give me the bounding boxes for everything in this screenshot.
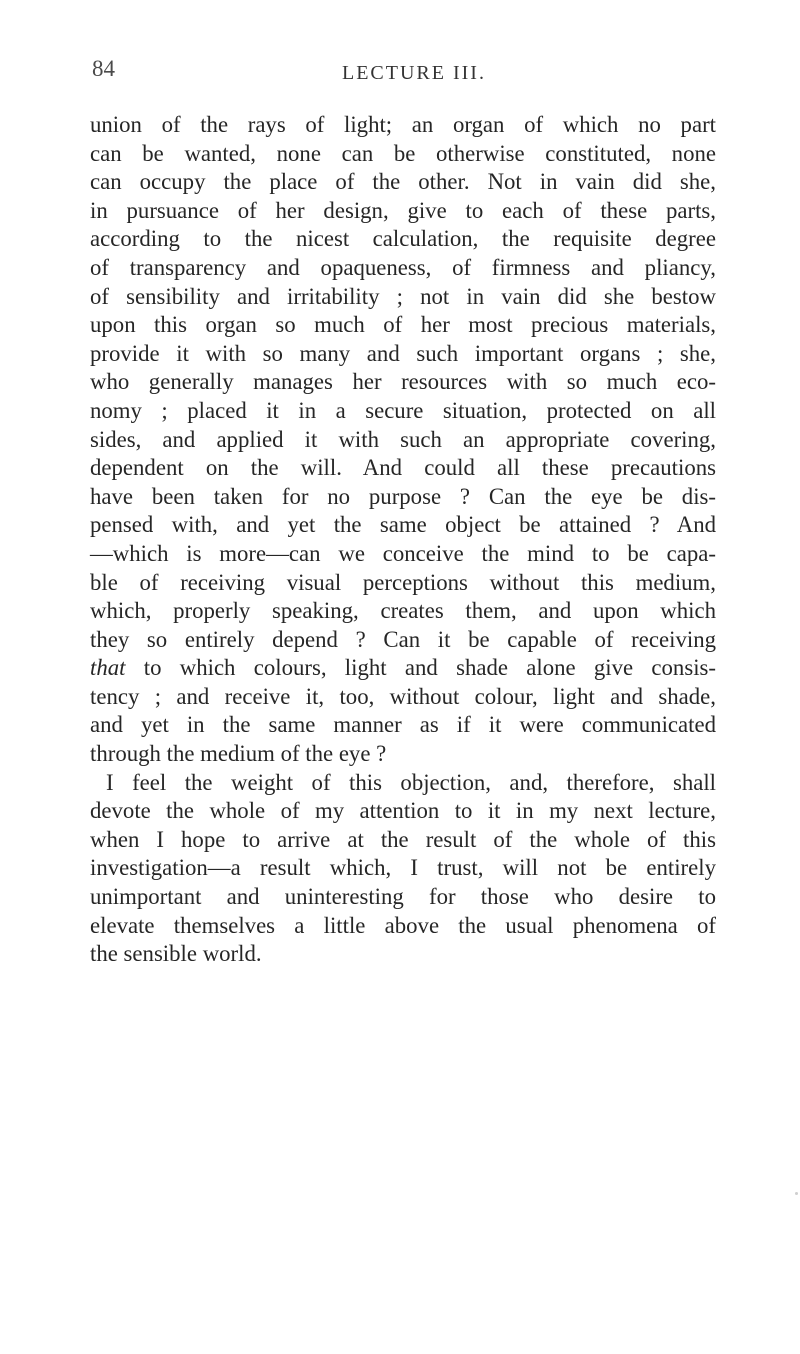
text-line: sides, and applied it with such an appropriate covering,: [90, 426, 716, 452]
text-line: I feel the weight of this objection, and, therefore, shall: [106, 769, 716, 795]
text-line: of sensibility and irritability ; not in vain did she bestow: [90, 283, 716, 309]
text-line: in pursuance of her design, give to each of these parts,: [90, 197, 716, 223]
text-line: that to which colours, light and shade alone give consis-: [90, 655, 716, 681]
text-line: devote the whole of my attention to it in my next lecture,: [90, 798, 716, 824]
text-line: and yet in the same manner as if it were communicated: [90, 712, 716, 738]
text-line: nomy ; placed it in a secure situation, protected on all: [90, 397, 716, 423]
text-line: who generally manages her resources with so much eco-: [90, 369, 716, 395]
text-line: unimportant and uninteresting for those who desire to: [90, 884, 716, 910]
text-line: according to the nicest calculation, the requisite degree: [90, 226, 716, 252]
page-number: 84: [92, 56, 115, 81]
text-line: which, properly speaking, creates them, and upon which: [90, 598, 716, 624]
running-title: LECTURE III.: [342, 62, 486, 84]
text-line: they so entirely depend ? Can it be capable of receiving: [90, 626, 716, 652]
text-line: the sensible world.: [90, 941, 262, 967]
body-text: [90, 111, 716, 969]
text-line: elevate themselves a little above the usual phenomena of: [90, 912, 716, 938]
text-line: tency ; and receive it, too, without colour, light and shade,: [90, 683, 716, 709]
text-line: upon this organ so much of her most precious materials,: [90, 312, 716, 338]
text-line: provide it with so many and such important organs ; she,: [90, 340, 716, 366]
text-line: pensed with, and yet the same object be attained ? And: [90, 512, 716, 538]
text-line: have been taken for no purpose ? Can the eye be dis-: [90, 483, 716, 509]
text-line: when I hope to arrive at the result of the whole of this: [90, 826, 716, 852]
text-line: dependent on the will. And could all these precautions: [90, 455, 716, 481]
text-line: ble of receiving visual perceptions without this medium,: [90, 569, 716, 595]
text-line: through the medium of the eye ?: [90, 741, 387, 767]
text-line: can occupy the place of the other. Not in vain did she,: [90, 169, 716, 195]
paper-speck: [795, 1192, 798, 1195]
text-line: can be wanted, none can be otherwise constituted, none: [90, 140, 716, 166]
text-line: union of the rays of light; an organ of which no part: [90, 112, 716, 137]
italic-word: that: [90, 655, 126, 681]
text-line: —which is more—can we conceive the mind to be capa-: [90, 540, 716, 566]
text-line: of transparency and opaqueness, of firmness and pliancy,: [90, 254, 716, 280]
text-line: investigation—a result which, I trust, will not be entirely: [90, 855, 716, 881]
